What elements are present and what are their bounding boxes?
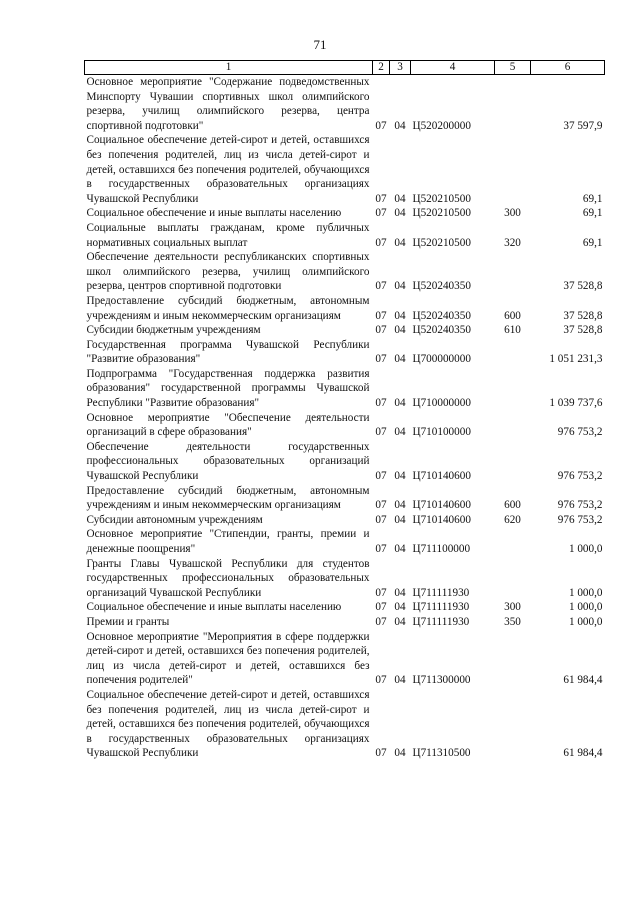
row-section: 07	[375, 119, 387, 132]
table-row	[85, 688, 605, 761]
row-subsection: 04	[394, 119, 406, 132]
row-target-article: Ц710100000	[412, 426, 471, 439]
row-amount: 976 753,2	[557, 513, 603, 526]
row-expense-type	[495, 557, 531, 601]
table-row	[85, 600, 605, 615]
table-row	[85, 367, 605, 411]
row-subsection: 04	[394, 543, 406, 555]
table-row	[85, 513, 605, 528]
row-amount: 69,1	[582, 236, 603, 249]
row-target-article: Ц711100000	[412, 543, 471, 555]
row-expense-type	[495, 367, 531, 411]
row-subsection: 04	[394, 586, 406, 599]
row-name: Социальное обеспечение детей-сирот и детей, оставшихся без попечения родителей, лиц из числа детей-сирот и детей, оставшихся без попечения родителей, обучающихся в государственных образовательных организациях Чувашской Республики	[86, 134, 370, 205]
row-amount: 1 039 737,6	[549, 397, 603, 410]
row-target-article: Ц711111930	[412, 586, 470, 599]
row-subsection: 04	[394, 353, 406, 366]
row-expense-type: 600	[504, 309, 521, 322]
row-subsection: 04	[394, 397, 406, 410]
row-section: 07	[375, 674, 387, 687]
row-subsection: 04	[394, 747, 406, 760]
row-name: Обеспечение деятельности государственных профессиональных образовательных организаций Чувашской Республики	[86, 440, 370, 483]
table-row	[85, 221, 605, 250]
row-amount: 976 753,2	[557, 499, 603, 512]
row-amount: 69,1	[582, 192, 603, 205]
row-amount: 37 528,8	[563, 324, 603, 337]
row-name: Основное мероприятие "Содержание подведомственных Минспорту Чувашии спортивных школ олимпийского резерва, училищ олимпийского резерва, центра спортивной подготовки"	[86, 76, 370, 132]
row-target-article: Ц520210500	[412, 236, 471, 249]
row-target-article: Ц710140600	[412, 499, 471, 512]
row-subsection: 04	[394, 207, 406, 220]
row-target-article: Ц711300000	[412, 674, 471, 687]
table-row	[85, 527, 605, 556]
page-number: 71	[313, 37, 327, 52]
row-amount: 1 000,0	[568, 601, 603, 614]
table-row	[85, 75, 605, 134]
budget-table	[84, 60, 605, 761]
row-name: Предоставление субсидий бюджетным, автономным учреждениям и иным некоммерческим организациям	[86, 294, 370, 322]
row-section: 07	[375, 309, 387, 322]
row-expense-type: 300	[504, 207, 521, 220]
column-header-2: 2	[373, 61, 390, 75]
table-row	[85, 133, 605, 206]
table-row	[85, 630, 605, 688]
row-name: Основное мероприятие "Мероприятия в сфере поддержки детей-сирот и детей, оставшихся без попечения родителей, лиц из числа детей-сирот и детей, оставшихся без попечения родителей"	[86, 630, 370, 687]
row-section: 07	[375, 207, 387, 220]
row-section: 07	[375, 543, 387, 555]
row-subsection: 04	[394, 470, 406, 483]
row-target-article: Ц711310500	[412, 747, 471, 760]
row-name: Социальное обеспечение и иные выплаты населению	[86, 207, 342, 220]
row-target-article: Ц711111930	[412, 601, 470, 614]
column-header-4: 4	[411, 61, 495, 75]
table-row	[85, 440, 605, 484]
row-amount: 976 753,2	[557, 426, 603, 439]
row-subsection: 04	[394, 309, 406, 322]
row-amount: 976 753,2	[557, 470, 603, 483]
row-amount: 1 051 231,3	[549, 353, 603, 366]
column-header-row	[85, 61, 605, 75]
row-name: Социальные выплаты гражданам, кроме публичных нормативных социальных выплат	[86, 221, 370, 249]
row-section: 07	[375, 280, 387, 293]
row-subsection: 04	[394, 513, 406, 526]
row-section: 07	[375, 747, 387, 760]
row-amount: 69,1	[582, 207, 603, 220]
row-subsection: 04	[394, 615, 406, 628]
row-expense-type	[495, 688, 531, 761]
row-section: 07	[375, 192, 387, 205]
row-target-article: Ц520200000	[412, 119, 471, 132]
row-amount: 61 984,4	[563, 674, 603, 687]
row-subsection: 04	[394, 674, 406, 687]
row-subsection: 04	[394, 324, 406, 337]
table-row	[85, 484, 605, 513]
row-amount: 37 528,8	[563, 280, 603, 293]
row-name: Подпрограмма "Государственная поддержка развития образования" государственной программы Чувашской Республики "Развитие образования"	[86, 367, 370, 410]
row-subsection: 04	[394, 192, 406, 205]
row-subsection: 04	[394, 280, 406, 293]
row-expense-type	[495, 133, 531, 206]
row-expense-type	[495, 75, 531, 134]
row-amount: 37 597,9	[563, 119, 603, 132]
row-expense-type: 600	[504, 499, 521, 512]
row-name: Социальное обеспечение и иные выплаты населению	[86, 601, 342, 614]
column-header-5: 5	[495, 61, 531, 75]
row-section: 07	[375, 470, 387, 483]
row-subsection: 04	[394, 426, 406, 439]
row-expense-type: 610	[504, 324, 521, 337]
row-target-article: Ц711111930	[412, 615, 470, 628]
row-name: Премии и гранты	[86, 615, 170, 628]
row-target-article: Ц520210500	[412, 192, 471, 205]
row-section: 07	[375, 615, 387, 628]
row-section: 07	[375, 353, 387, 366]
row-target-article: Ц520240350	[412, 280, 471, 293]
row-subsection: 04	[394, 499, 406, 512]
row-section: 07	[375, 499, 387, 512]
row-amount: 1 000,0	[568, 543, 603, 555]
table-row	[85, 206, 605, 221]
row-name: Обеспечение деятельности республиканских спортивных школ олимпийского резерва, училищ олимпийского резерва, центров спортивной подготовки	[86, 251, 370, 293]
table-row	[85, 250, 605, 294]
row-name: Субсидии автономным учреждениям	[86, 513, 263, 526]
row-subsection: 04	[394, 236, 406, 249]
row-target-article: Ц520240350	[412, 309, 471, 322]
table-row	[85, 323, 605, 338]
row-name: Социальное обеспечение детей-сирот и детей, оставшихся без попечения родителей, лиц из числа детей-сирот и детей, оставшихся без попечения родителей, обучающихся в государственных образовательных организациях Чувашской Республики	[86, 688, 370, 760]
row-name: Основное мероприятие "Стипендии, гранты, премии и денежные поощрения"	[86, 528, 370, 555]
row-name: Основное мероприятие "Обеспечение деятельности организаций в сфере образования"	[86, 411, 370, 439]
row-amount: 1 000,0	[568, 615, 603, 628]
row-target-article: Ц710140600	[412, 470, 471, 483]
row-expense-type	[495, 411, 531, 440]
row-expense-type: 350	[504, 615, 521, 628]
row-section: 07	[375, 586, 387, 599]
row-expense-type: 620	[504, 513, 521, 526]
row-name: Предоставление субсидий бюджетным, автономным учреждениям и иным некоммерческим организациям	[86, 484, 370, 512]
row-expense-type	[495, 440, 531, 484]
row-name: Субсидии бюджетным учреждениям	[86, 324, 261, 337]
row-expense-type	[495, 250, 531, 294]
row-name: Государственная программа Чувашской Республики "Развитие образования"	[86, 338, 370, 366]
table-row	[85, 557, 605, 601]
row-section: 07	[375, 513, 387, 526]
column-header-6: 6	[531, 61, 605, 75]
row-target-article: Ц520240350	[412, 324, 471, 337]
row-name: Гранты Главы Чувашской Республики для студентов государственных профессиональных образовательных организаций Чувашской Республики	[86, 557, 370, 599]
row-expense-type	[495, 527, 531, 556]
column-header-1: 1	[85, 61, 373, 75]
row-expense-type	[495, 630, 531, 688]
row-target-article: Ц710140600	[412, 513, 471, 526]
row-amount: 37 528,8	[563, 309, 603, 322]
row-target-article: Ц710000000	[412, 397, 471, 410]
row-section: 07	[375, 236, 387, 249]
row-section: 07	[375, 426, 387, 439]
table-row	[85, 615, 605, 630]
row-expense-type: 300	[504, 601, 521, 614]
row-amount: 61 984,4	[563, 747, 603, 760]
column-header-3: 3	[390, 61, 411, 75]
table-body	[85, 75, 605, 761]
table-row	[85, 338, 605, 367]
row-section: 07	[375, 397, 387, 410]
row-amount: 1 000,0	[568, 586, 603, 599]
table-row	[85, 294, 605, 323]
row-subsection: 04	[394, 601, 406, 614]
row-target-article: Ц520210500	[412, 207, 471, 220]
row-target-article: Ц700000000	[412, 353, 471, 366]
row-section: 07	[375, 324, 387, 337]
row-expense-type	[495, 338, 531, 367]
row-expense-type: 320	[504, 236, 521, 249]
row-section: 07	[375, 601, 387, 614]
table-row	[85, 411, 605, 440]
